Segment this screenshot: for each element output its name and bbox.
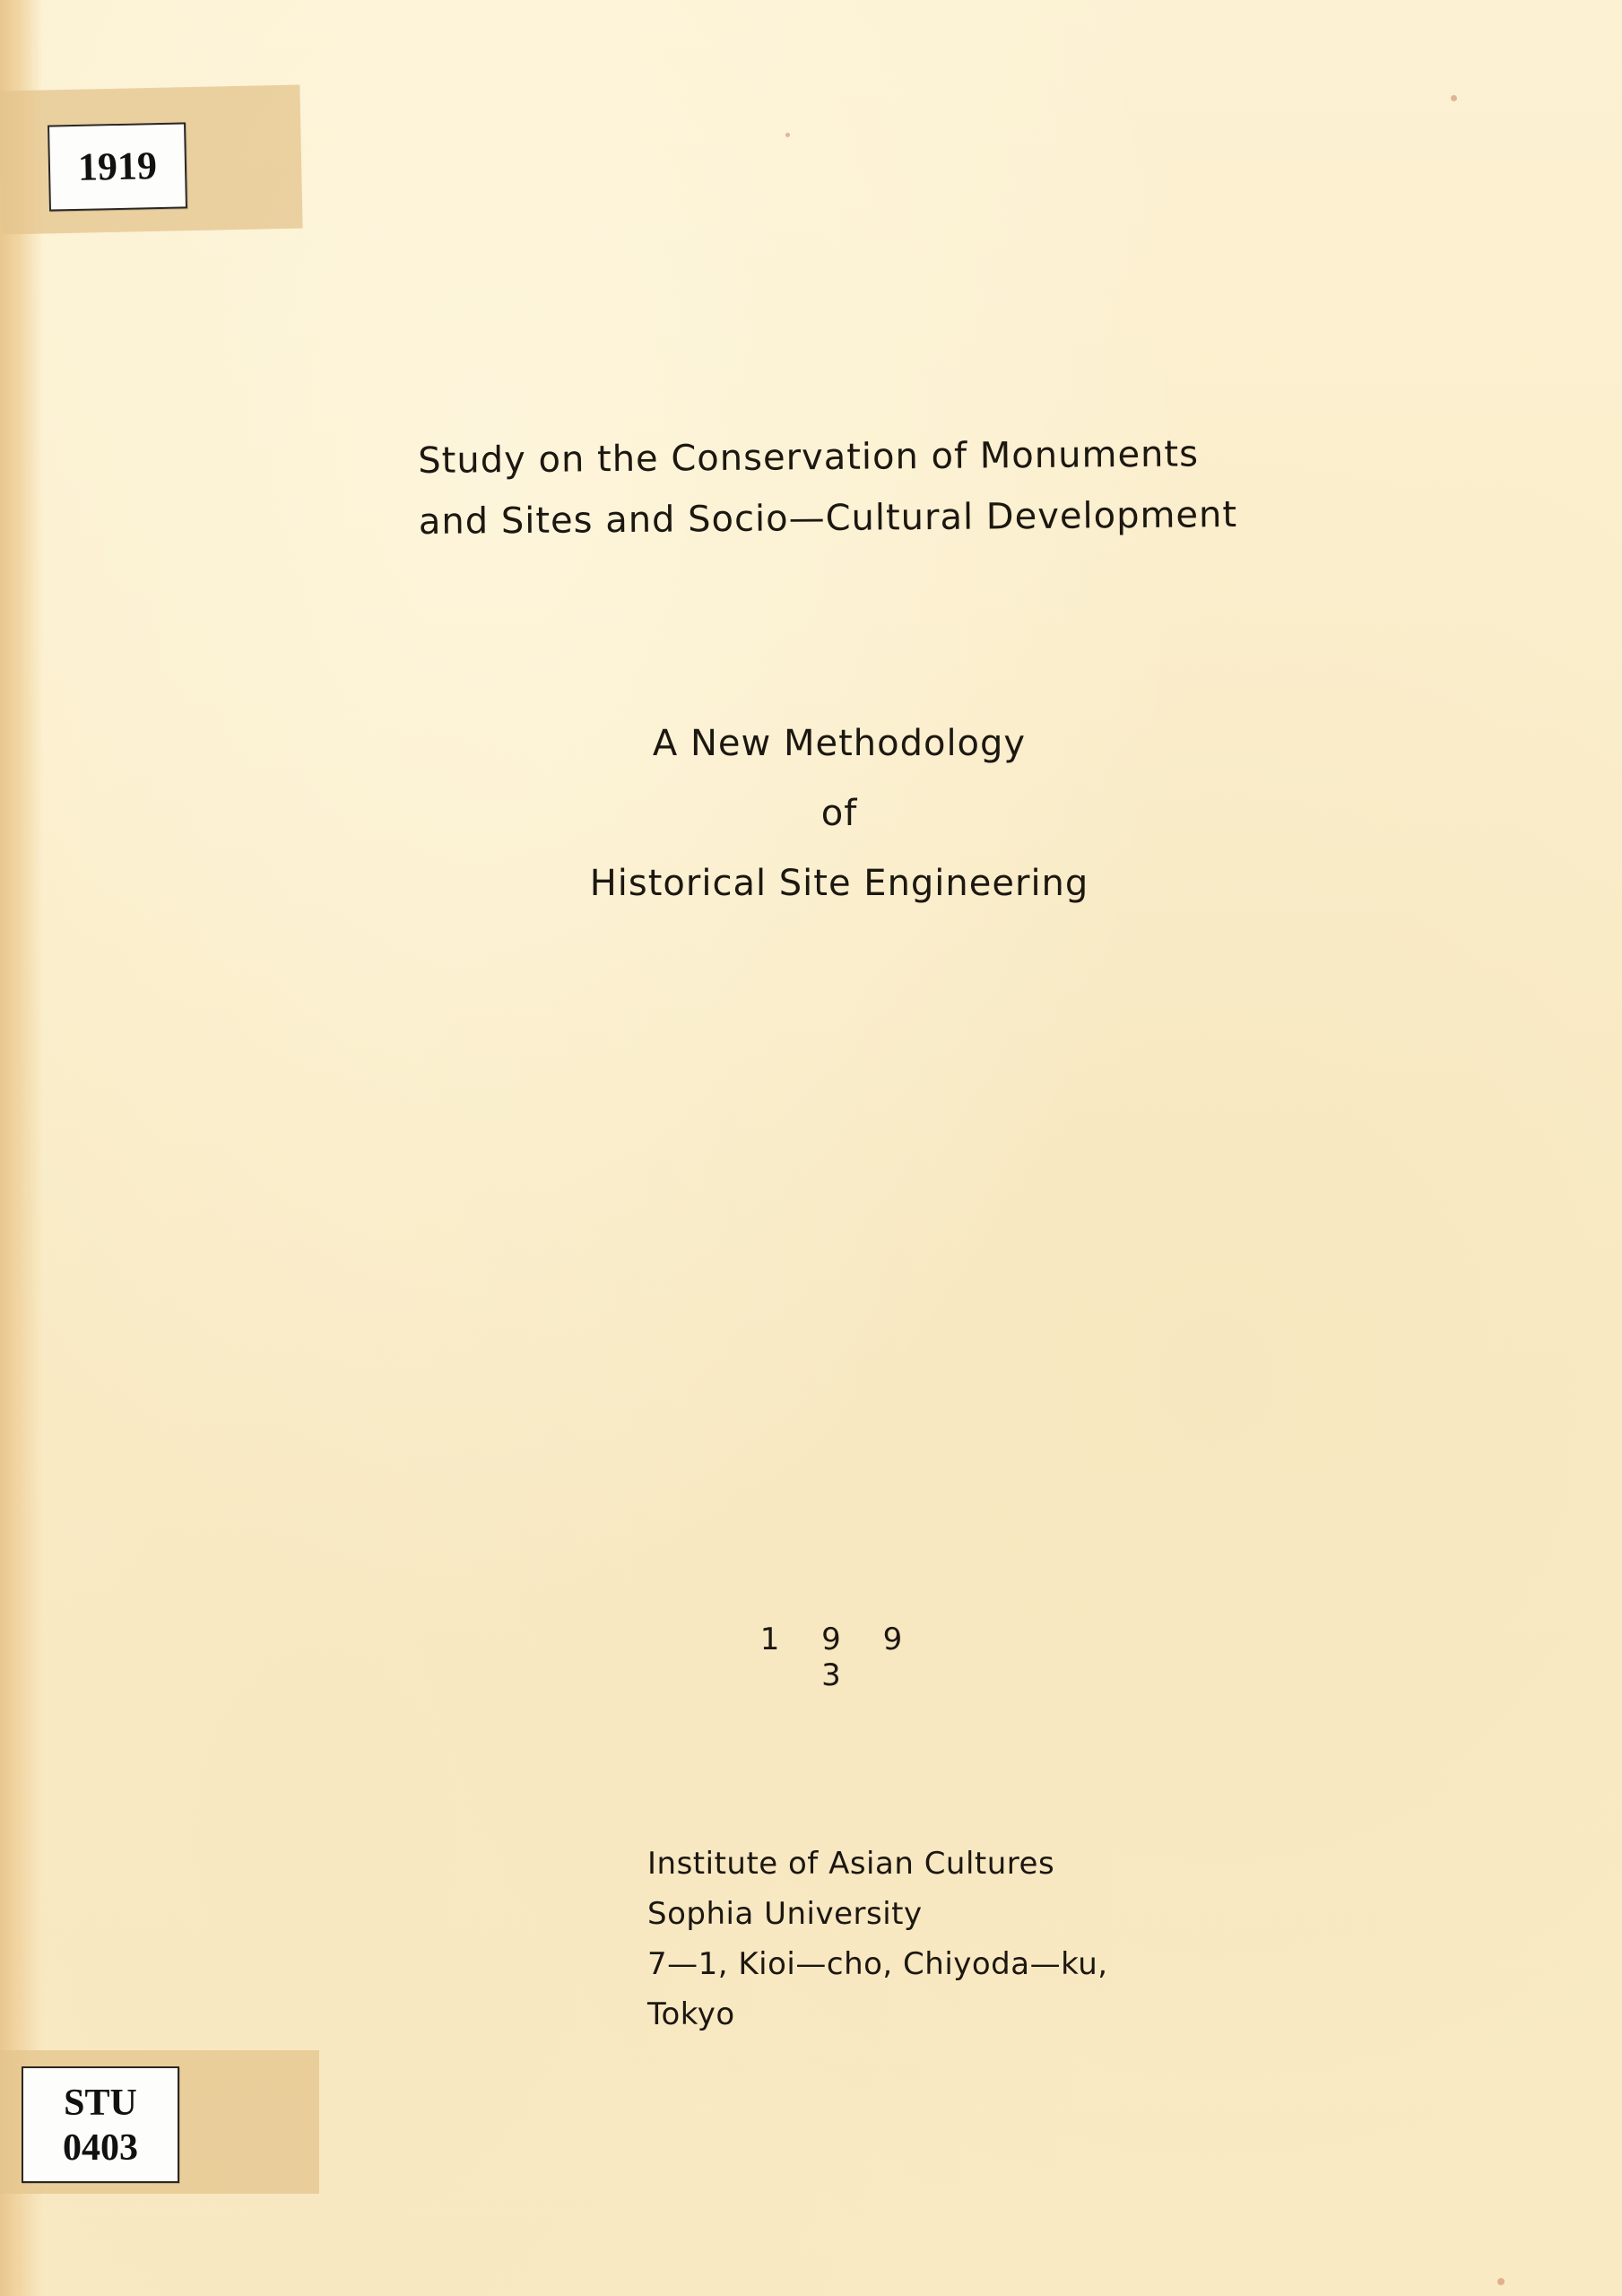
subtitle-line-1: A New Methodology (652, 723, 1027, 764)
document-title (418, 422, 1315, 552)
catalog-tag-bottom (22, 2066, 179, 2183)
paper-speck (785, 133, 790, 137)
publication-year: 1 9 9 3 (759, 1622, 919, 1693)
publisher-line-3: 7—1, Kioi—cho, Chiyoda—ku, (647, 1946, 1108, 1982)
paper-speck (1497, 2278, 1505, 2285)
subtitle-line-3: Historical Site Engineering (589, 863, 1089, 904)
catalog-tag-top: 1919 (48, 122, 187, 211)
binding-edge (0, 0, 43, 2296)
publisher-line-1: Institute of Asian Cultures (647, 1846, 1055, 1882)
publisher-block (647, 1839, 1275, 2039)
publisher-line-4: Tokyo (647, 1996, 735, 2032)
catalog-tag-bottom-line2: 0403 (63, 2127, 138, 2169)
subtitle-line-2: of (820, 793, 858, 834)
title-line-1: Study on the Conservation of Monuments (418, 433, 1200, 482)
catalog-tag-bottom-line1: STU (64, 2083, 137, 2124)
document-subtitle (481, 709, 1198, 918)
title-line-2: and Sites and Socio—Cultural Development (418, 494, 1238, 543)
publisher-line-2: Sophia University (647, 1896, 923, 1932)
paper-speck (1451, 95, 1457, 101)
